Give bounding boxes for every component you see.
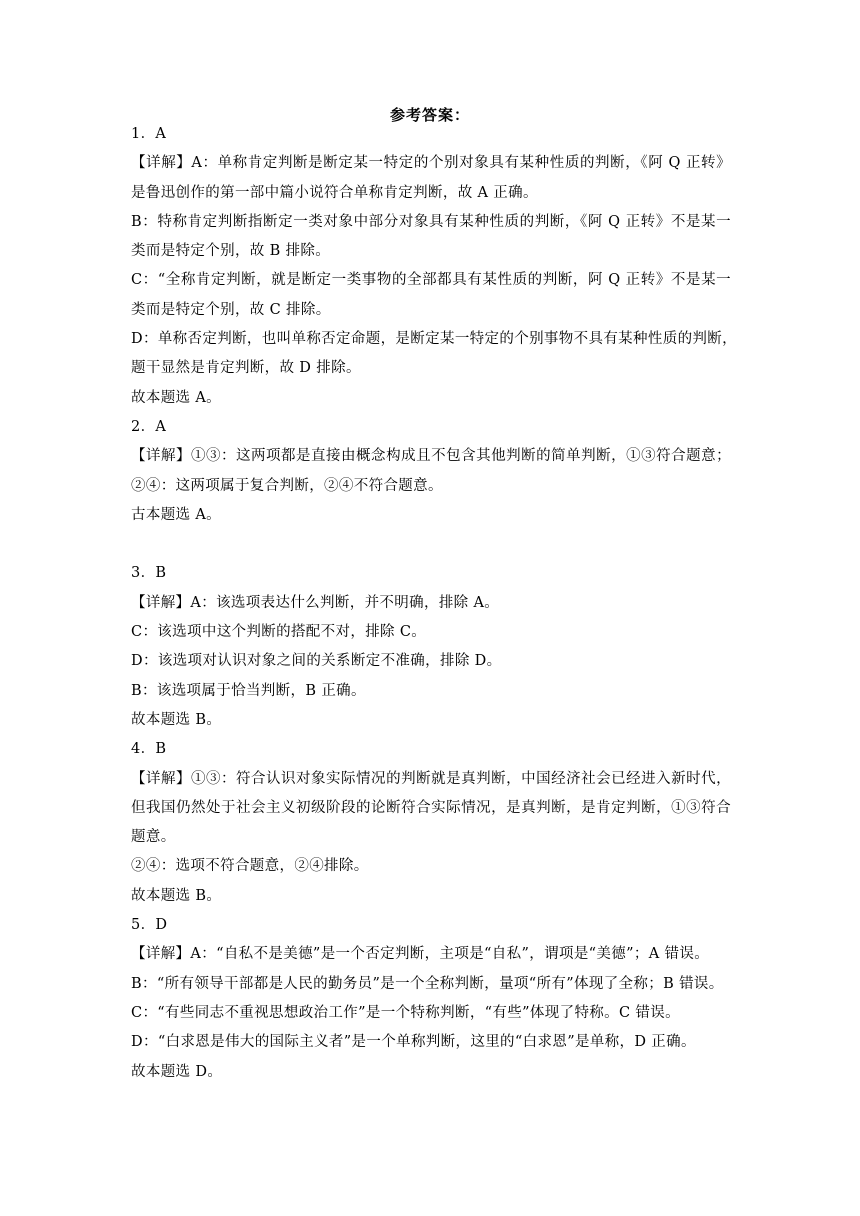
conclusion-line: 故本题选 A。: [131, 389, 222, 406]
explanation-line: ②④：选项不符合题意，②④排除。: [131, 858, 369, 875]
conclusion-line: 古本题选 A。: [131, 506, 222, 523]
answer-number: 3．B: [131, 565, 167, 582]
explanation-line: 【详解】①③：这两项都是直接由概念构成且不包含其他判断的简单判断，①③符合题意；: [131, 448, 731, 465]
conclusion-line: 故本题选 B。: [131, 887, 222, 904]
explanation-line: C：“有些同志不重视思想政治工作”是一个特称判断，“有些”体现了特称。C 错误。: [131, 1004, 680, 1021]
explanation-line: D：“白求恩是伟大的国际主义者”是一个单称判断，这里的“白求恩”是单称，D 正确。: [131, 1034, 696, 1051]
explanation-line: C：该选项中这个判断的搭配不对，排除 C。: [131, 624, 427, 641]
explanation-line: 【详解】A：单称肯定判断是断定某一特定的个别对象具有某种性质的判断，《阿 Q 正转》: [131, 155, 731, 172]
answer-number: 4．B: [131, 741, 167, 758]
explanation-line: D：该选项对认识对象之间的关系断定不准确，排除 D。: [131, 653, 502, 670]
answer-content: [131, 120, 737, 1087]
explanation-line: B：特称肯定判断指断定一类对象中部分对象具有某种性质的判断，《阿 Q 正转》不是某一: [131, 213, 731, 230]
explanation-line: 【详解】A：该选项表达什么判断，并不明确，排除 A。: [131, 594, 500, 611]
explanation-line: 是鲁迅创作的第一部中篇小说符合单称肯定判断，故 A 正确。: [131, 184, 538, 201]
answer-number: 5．D: [131, 917, 168, 934]
conclusion-line: 故本题选 B。: [131, 711, 222, 728]
explanation-line: B：该选项属于恰当判断，B 正确。: [131, 682, 366, 699]
explanation-line: C：“全称肯定判断，就是断定一类事物的全部都具有某性质的判断，阿 Q 正转》不是某一: [131, 272, 731, 289]
conclusion-line: 故本题选 D。: [131, 1063, 223, 1080]
explanation-line: 但我国仍然处于社会主义初级阶段的论断符合实际情况，是真判断，是肯定判断，①③符合: [131, 799, 731, 816]
explanation-line: B：“所有领导干部都是人民的勤务员”是一个全称判断，量项“所有”体现了全称；B 错误。: [131, 975, 724, 992]
page-title: 参考答案：: [389, 106, 470, 124]
explanation-line: D：单称否定判断，也叫单称否定命题，是断定某一特定的个别事物不具有某种性质的判断，: [131, 331, 737, 348]
explanation-line: 【详解】A：“自私不是美德”是一个否定判断，主项是“自私”，谓项是“美德”；A 错误。: [131, 946, 710, 963]
blank-line: [131, 530, 731, 559]
answer-number: 1．A: [131, 126, 167, 142]
explanation-line: 题干显然是肯定判断，故 D 排除。: [131, 360, 361, 377]
explanation-line: ②④：这两项属于复合判断，②④不符合题意。: [131, 477, 443, 494]
explanation-line: 类而是特定个别，故 C 排除。: [131, 301, 331, 318]
answer-number: 2．A: [131, 418, 167, 435]
explanation-line: 题意。: [131, 829, 176, 846]
explanation-line: 类而是特定个别，故 B 排除。: [131, 243, 331, 260]
explanation-line: 【详解】①③：符合认识对象实际情况的判断就是真判断，中国经济社会已经进入新时代，: [131, 770, 731, 787]
